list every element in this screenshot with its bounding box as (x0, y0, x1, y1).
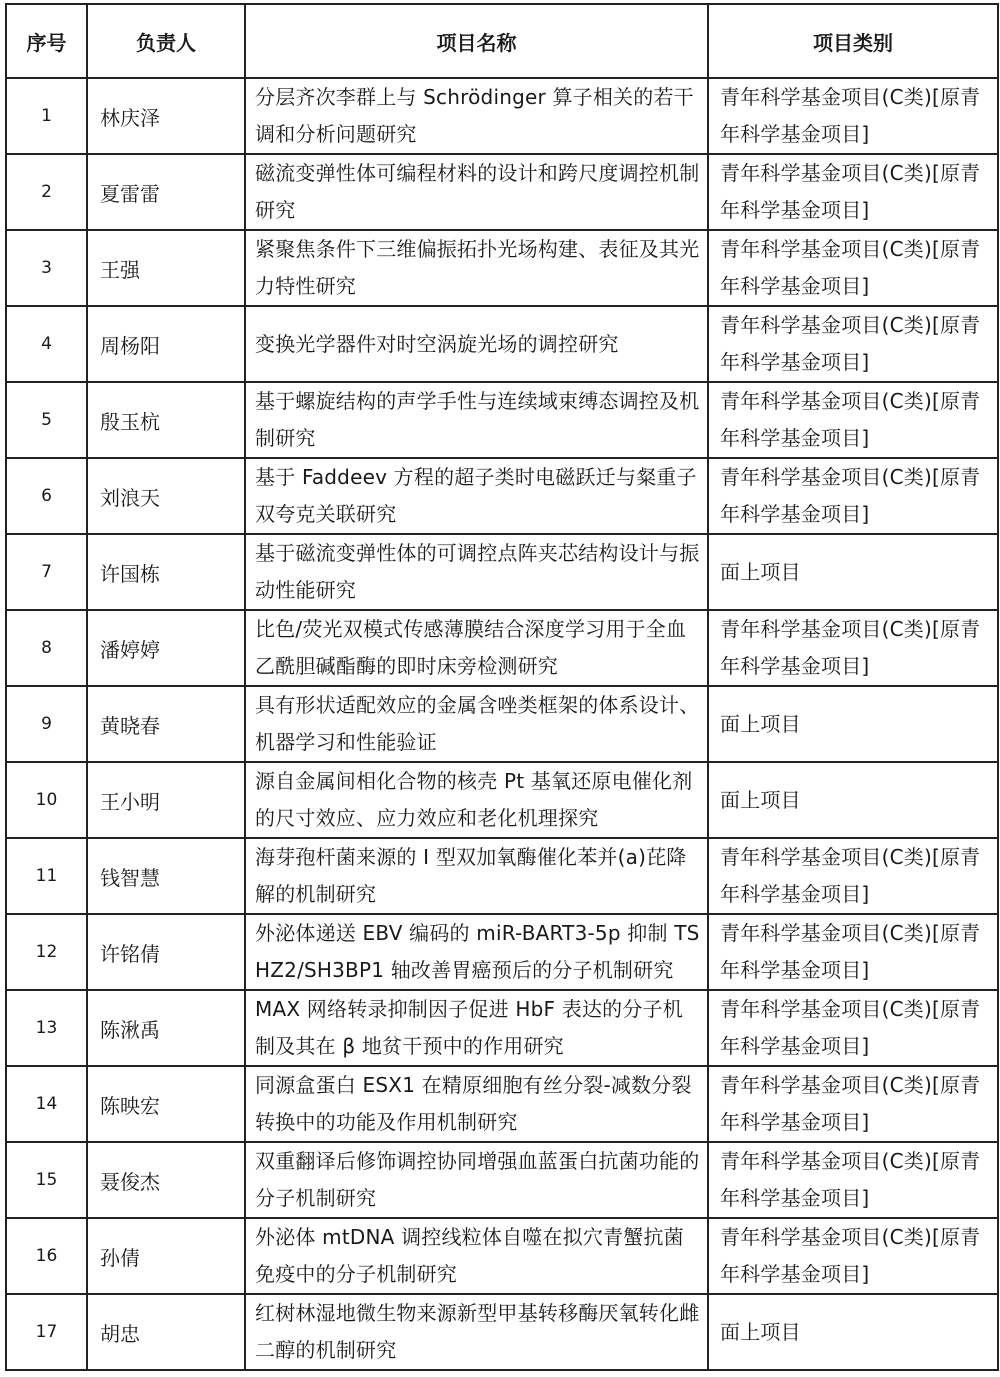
cell-no: 7 (6, 534, 87, 610)
cell-category: 青年科学基金项目(C类)[原青年科学基金项目] (708, 154, 998, 230)
cell-project-name: 具有形状适配效应的金属含唑类框架的体系设计、机器学习和性能验证 (245, 686, 708, 762)
table-row (6, 1294, 998, 1370)
cell-person: 林庆泽 (87, 78, 245, 154)
table-row (6, 458, 998, 534)
cell-project-name: 基于磁流变弹性体的可调控点阵夹芯结构设计与振动性能研究 (245, 534, 708, 610)
table-row (6, 1142, 998, 1218)
cell-category: 青年科学基金项目(C类)[原青年科学基金项目] (708, 458, 998, 534)
cell-person: 陈湫禹 (87, 990, 245, 1066)
table-row (6, 382, 998, 458)
cell-no: 4 (6, 306, 87, 382)
cell-category: 青年科学基金项目(C类)[原青年科学基金项目] (708, 306, 998, 382)
cell-no: 5 (6, 382, 87, 458)
cell-project-name: 外泌体递送 EBV 编码的 miR-BART3-5p 抑制 TSHZ2/SH3BP1 轴改善胃癌预后的分子机制研究 (245, 914, 708, 990)
cell-project-name: MAX 网络转录抑制因子促进 HbF 表达的分子机制及其在 β 地贫干预中的作用研究 (245, 990, 708, 1066)
cell-person: 钱智慧 (87, 838, 245, 914)
table-row (6, 306, 998, 382)
cell-project-name: 基于螺旋结构的声学手性与连续域束缚态调控及机制研究 (245, 382, 708, 458)
cell-person: 聂俊杰 (87, 1142, 245, 1218)
header-person: 负责人 (87, 4, 245, 78)
cell-no: 12 (6, 914, 87, 990)
table-row (6, 914, 998, 990)
table-row (6, 838, 998, 914)
cell-category: 青年科学基金项目(C类)[原青年科学基金项目] (708, 78, 998, 154)
project-table (5, 3, 999, 1371)
cell-category: 青年科学基金项目(C类)[原青年科学基金项目] (708, 610, 998, 686)
cell-person: 许国栋 (87, 534, 245, 610)
cell-project-name: 磁流变弹性体可编程材料的设计和跨尺度调控机制研究 (245, 154, 708, 230)
cell-project-name: 分层齐次李群上与 Schrödinger 算子相关的若干调和分析问题研究 (245, 78, 708, 154)
table-row (6, 990, 998, 1066)
cell-person: 王强 (87, 230, 245, 306)
cell-person: 陈映宏 (87, 1066, 245, 1142)
cell-no: 17 (6, 1294, 87, 1370)
table-row (6, 610, 998, 686)
cell-project-name: 基于 Faddeev 方程的超子类时电磁跃迁与粲重子双夸克关联研究 (245, 458, 708, 534)
cell-person: 许铭倩 (87, 914, 245, 990)
cell-category: 青年科学基金项目(C类)[原青年科学基金项目] (708, 1218, 998, 1294)
cell-no: 14 (6, 1066, 87, 1142)
cell-project-name: 外泌体 mtDNA 调控线粒体自噬在拟穴青蟹抗菌免疫中的分子机制研究 (245, 1218, 708, 1294)
header-no: 序号 (6, 4, 87, 78)
header-category: 项目类别 (708, 4, 998, 78)
cell-no: 15 (6, 1142, 87, 1218)
cell-project-name: 同源盒蛋白 ESX1 在精原细胞有丝分裂-减数分裂转换中的功能及作用机制研究 (245, 1066, 708, 1142)
cell-project-name: 源自金属间相化合物的核壳 Pt 基氧还原电催化剂的尺寸效应、应力效应和老化机理探究 (245, 762, 708, 838)
cell-person: 刘浪天 (87, 458, 245, 534)
cell-no: 16 (6, 1218, 87, 1294)
cell-person: 夏雷雷 (87, 154, 245, 230)
cell-no: 13 (6, 990, 87, 1066)
cell-category: 青年科学基金项目(C类)[原青年科学基金项目] (708, 990, 998, 1066)
cell-no: 1 (6, 78, 87, 154)
cell-no: 8 (6, 610, 87, 686)
table-row (6, 154, 998, 230)
cell-person: 王小明 (87, 762, 245, 838)
table-header-row (6, 4, 998, 78)
header-project-name: 项目名称 (245, 4, 708, 78)
table-row (6, 534, 998, 610)
cell-no: 2 (6, 154, 87, 230)
cell-person: 黄晓春 (87, 686, 245, 762)
cell-person: 孙倩 (87, 1218, 245, 1294)
cell-no: 3 (6, 230, 87, 306)
table-row (6, 230, 998, 306)
table-row (6, 762, 998, 838)
cell-category: 面上项目 (708, 1294, 998, 1370)
cell-category: 青年科学基金项目(C类)[原青年科学基金项目] (708, 838, 998, 914)
cell-no: 11 (6, 838, 87, 914)
cell-category: 青年科学基金项目(C类)[原青年科学基金项目] (708, 1066, 998, 1142)
cell-category: 面上项目 (708, 686, 998, 762)
cell-project-name: 比色/荧光双模式传感薄膜结合深度学习用于全血乙酰胆碱酯酶的即时床旁检测研究 (245, 610, 708, 686)
table-row (6, 1218, 998, 1294)
cell-person: 潘婷婷 (87, 610, 245, 686)
cell-no: 9 (6, 686, 87, 762)
cell-category: 青年科学基金项目(C类)[原青年科学基金项目] (708, 382, 998, 458)
table-row (6, 1066, 998, 1142)
cell-project-name: 双重翻译后修饰调控协同增强血蓝蛋白抗菌功能的分子机制研究 (245, 1142, 708, 1218)
table-row (6, 78, 998, 154)
table-row (6, 686, 998, 762)
cell-person: 殷玉杭 (87, 382, 245, 458)
cell-project-name: 海芽孢杆菌来源的 I 型双加氧酶催化苯并(a)芘降解的机制研究 (245, 838, 708, 914)
cell-project-name: 红树林湿地微生物来源新型甲基转移酶厌氧转化雌二醇的机制研究 (245, 1294, 708, 1370)
cell-project-name: 变换光学器件对时空涡旋光场的调控研究 (245, 306, 708, 382)
cell-category: 青年科学基金项目(C类)[原青年科学基金项目] (708, 914, 998, 990)
cell-person: 胡忠 (87, 1294, 245, 1370)
table-body (6, 78, 998, 1370)
cell-no: 10 (6, 762, 87, 838)
cell-category: 青年科学基金项目(C类)[原青年科学基金项目] (708, 1142, 998, 1218)
cell-project-name: 紧聚焦条件下三维偏振拓扑光场构建、表征及其光力特性研究 (245, 230, 708, 306)
cell-person: 周杨阳 (87, 306, 245, 382)
cell-category: 青年科学基金项目(C类)[原青年科学基金项目] (708, 230, 998, 306)
cell-category: 面上项目 (708, 534, 998, 610)
cell-no: 6 (6, 458, 87, 534)
cell-category: 面上项目 (708, 762, 998, 838)
